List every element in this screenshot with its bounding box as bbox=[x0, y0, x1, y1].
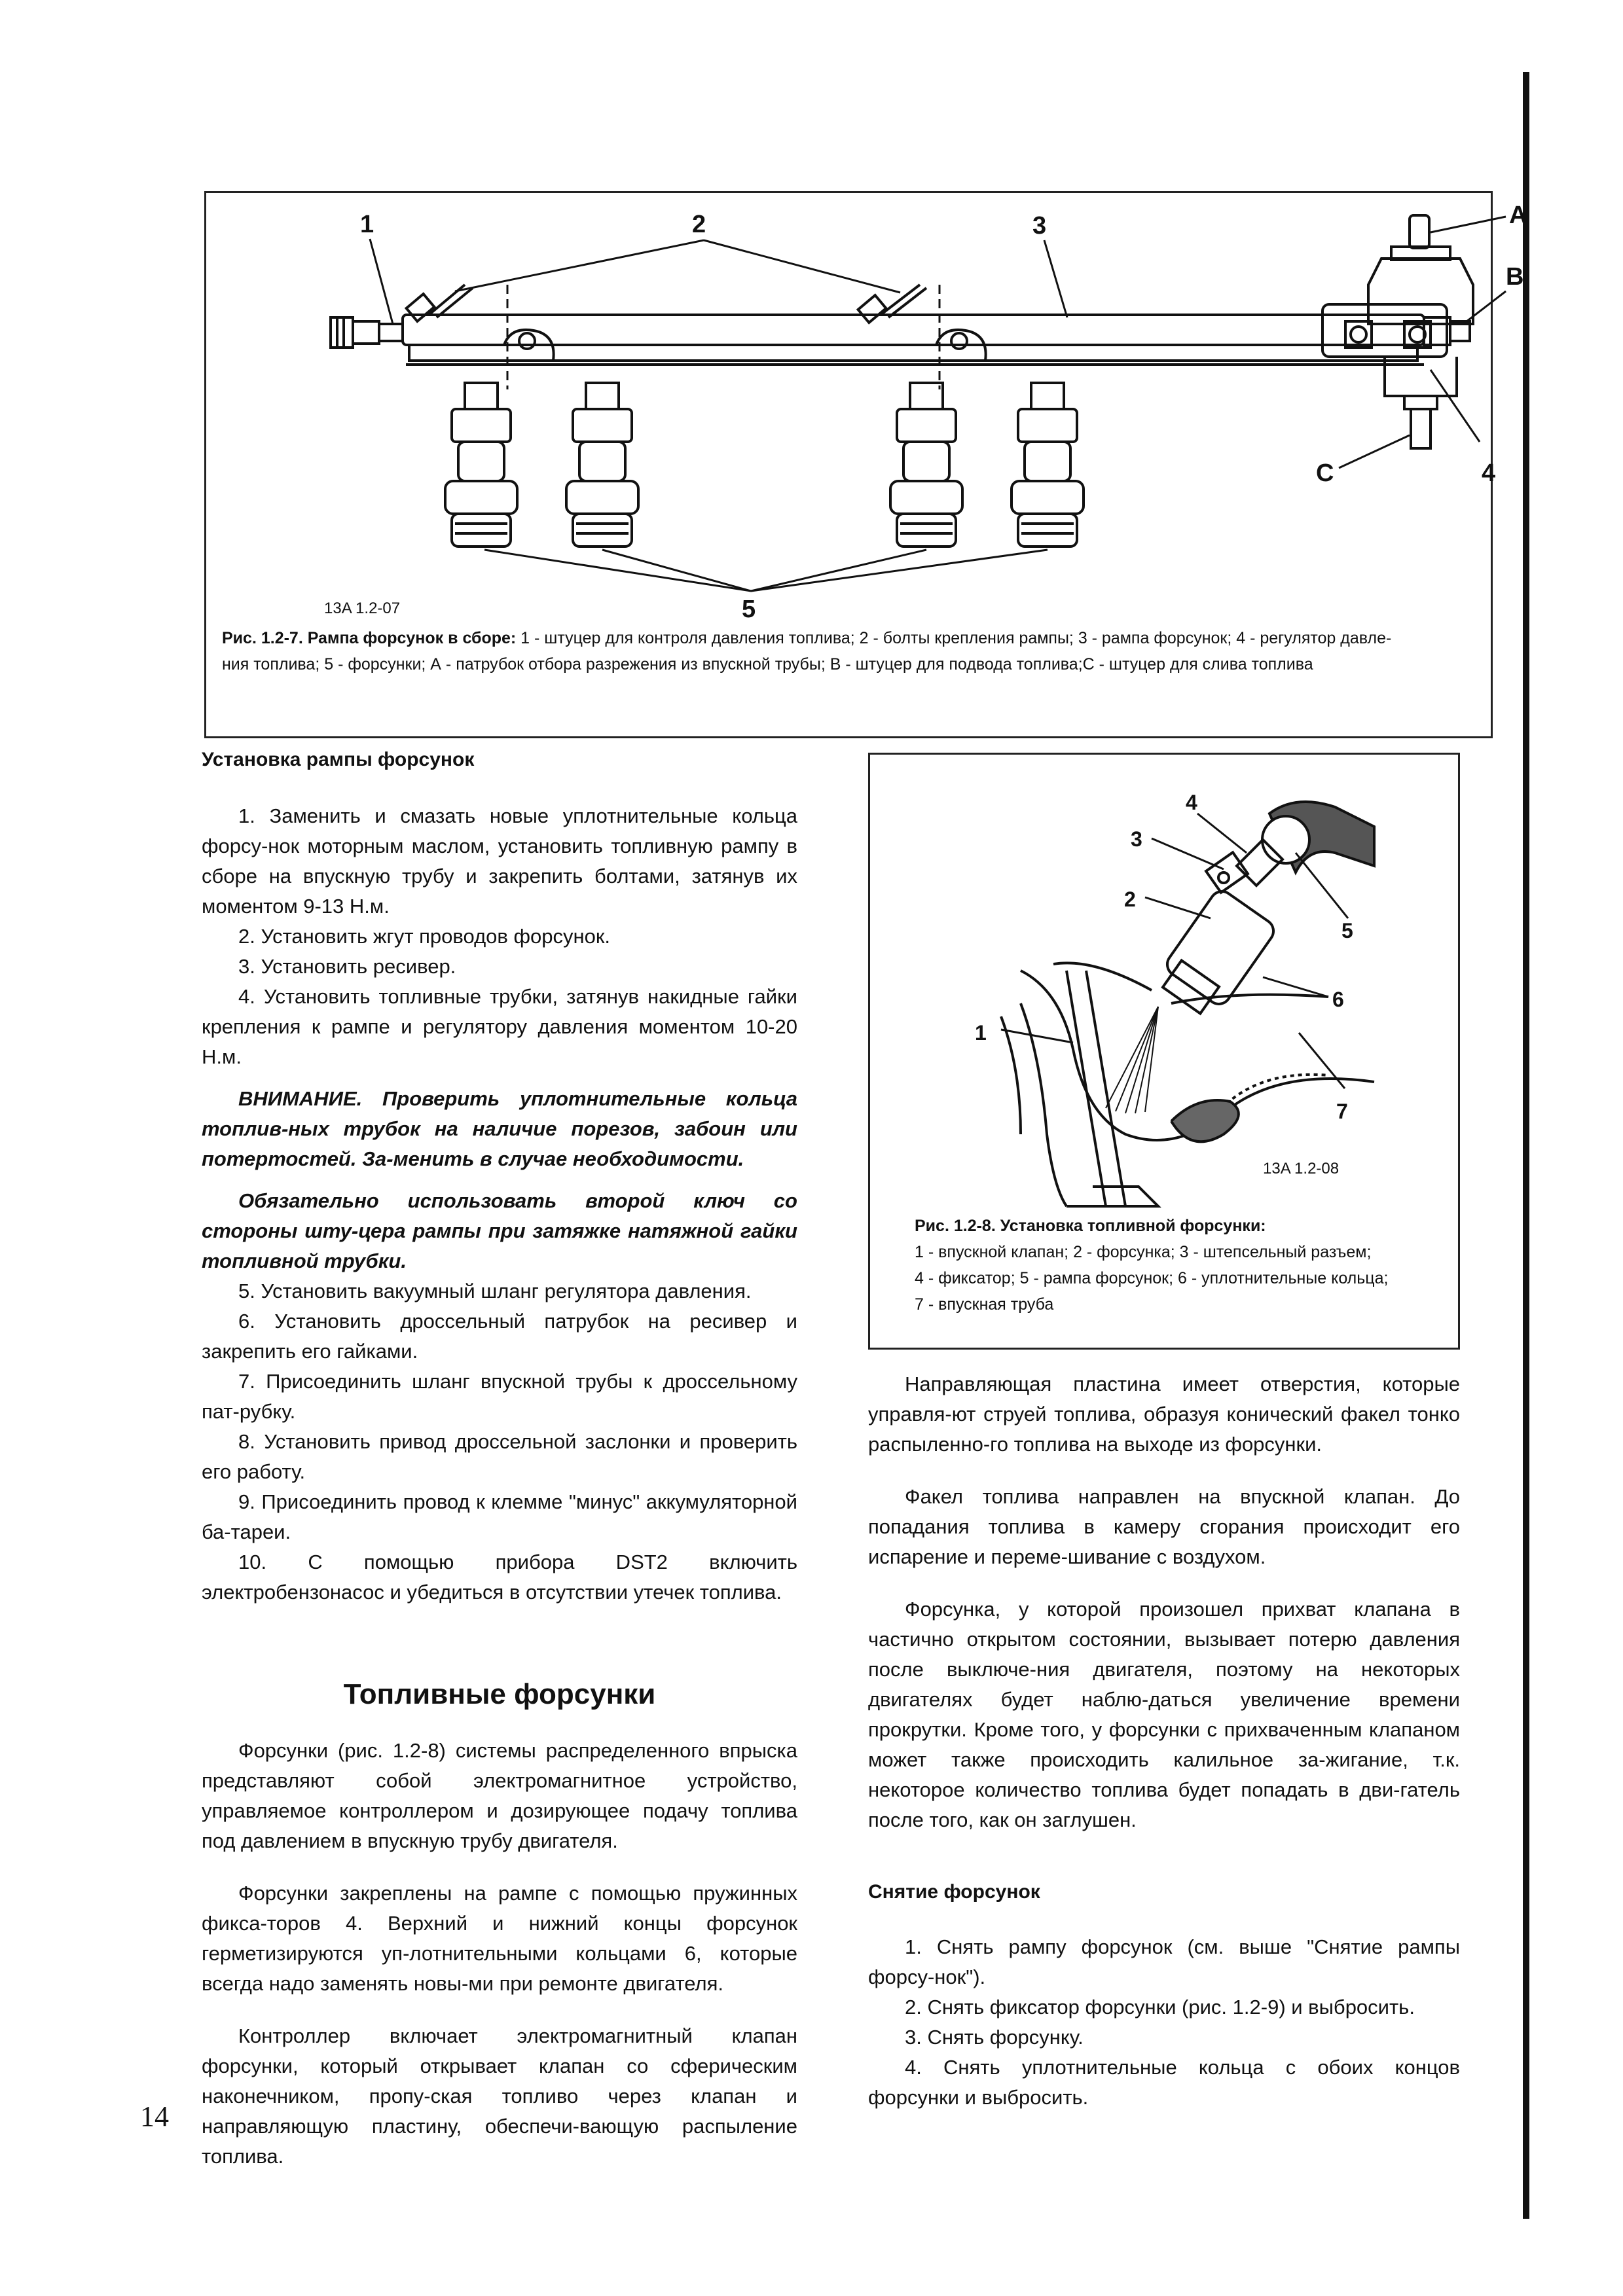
fig2-caption-line2: 4 - фиксатор; 5 - рампа форсунок; 6 - уплотнительные кольца; bbox=[915, 1269, 1389, 1287]
fig1-code: 13A 1.2-07 bbox=[324, 600, 401, 617]
remove-step-1: 1. Снять рампу форсунок (см. выше "Снятие рампы форсу-нок"). bbox=[868, 1935, 1460, 1988]
fig1-label-C: C bbox=[1316, 459, 1334, 487]
right-paragraph-1: Направляющая пластина имеет отверстия, которые управля-ют струей топлива, образуя конический факел тонко распыленно-го топлива на выходе из форсунки. bbox=[868, 1372, 1460, 1456]
fig2-caption-title: Рис. 1.2-8. Установка топливной форсунки: bbox=[915, 1217, 1266, 1235]
remove-step-4: 4. Снять уплотнительные кольца с обоих концов форсунки и выбросить. bbox=[868, 2056, 1460, 2109]
fig1-caption-line2: ния топлива; 5 - форсунки; А - патрубок отбора разрежения из впускной трубы; В - штуцер для подвода топлива;С - штуцер для слива топлива bbox=[222, 655, 1313, 673]
left-column bbox=[202, 745, 797, 2172]
figure-1-frame bbox=[204, 191, 1527, 738]
fig1-label-5: 5 bbox=[742, 596, 756, 623]
injector-install-diagram bbox=[870, 755, 1458, 1213]
heading-install-rail: Установка рампы форсунок bbox=[202, 749, 475, 770]
fig2-label-4: 4 bbox=[1186, 791, 1197, 814]
left-paragraph-3: Контроллер включает электромагнитный клапан форсунки, который открывает клапан со сферическим наконечником, пропу-ская топливо через клапан и направляющую пластину, обеспечи-вающую распыление топлива. bbox=[202, 2024, 797, 2168]
step-3: 3. Установить ресивер. bbox=[238, 955, 456, 978]
step-2: 2. Установить жгут проводов форсунок. bbox=[238, 925, 611, 948]
fig2-label-2: 2 bbox=[1124, 888, 1136, 911]
left-paragraph-2: Форсунки закреплены на рампе с помощью пружинных фикса-торов 4. Верхний и нижний концы форсунок герметизируются уп-лотнительными кольцами 6, которые всегда надо заменять новы-ми при ремонте двигателя. bbox=[202, 1882, 797, 1995]
step-8: 8. Установить привод дроссельной заслонки и проверить его работу. bbox=[202, 1430, 797, 1483]
figure-1-caption bbox=[222, 625, 1479, 677]
step-9: 9. Присоединить провод к клемме "минус" аккумуляторной ба-тареи. bbox=[202, 1490, 797, 1543]
fig1-label-1: 1 bbox=[360, 211, 374, 238]
fuel-rail-diagram bbox=[206, 193, 1527, 651]
right-paragraph-2: Факел топлива направлен на впускной клапан. До попадания топлива в камеру сгорания происходит его испарение и переме-шивание с воздухом. bbox=[868, 1485, 1460, 1568]
figure-2-caption bbox=[915, 1213, 1451, 1318]
step-5: 5. Установить вакуумный шланг регулятора давления. bbox=[238, 1280, 752, 1302]
heading-remove-injectors: Снятие форсунок bbox=[868, 1881, 1040, 1903]
remove-step-2: 2. Снять фиксатор форсунки (рис. 1.2-9) и выбросить. bbox=[905, 1996, 1415, 2018]
fig2-label-3: 3 bbox=[1131, 827, 1142, 851]
step-4: 4. Установить топливные трубки, затянув накидные гайки крепления к рампе и регулятору давления моментом 10-20 Н.м. bbox=[202, 985, 797, 1068]
remove-step-3: 3. Снять форсунку. bbox=[905, 2026, 1084, 2049]
fig2-label-7: 7 bbox=[1336, 1100, 1348, 1123]
section-title-injectors: Топливные форсунки bbox=[343, 1678, 656, 1710]
page-edge-bar bbox=[1523, 72, 1529, 2219]
figure-2-frame bbox=[868, 753, 1460, 1350]
right-paragraph-3: Форсунка, у которой произошел прихват клапана в частично открытом состоянии, вызывает потерю давления после выключе-ния двигателя, поэтому на некоторых двигателях будет наблю-даться увеличение времени прокрутки. Кроме того, у форсунки с прихваченным клапаном может также происходить калильное за-жигание, т.к. некоторое количество топлива будет попадать в дви-гатель после того, как он заглушен. bbox=[868, 1598, 1460, 1831]
injector-4 bbox=[1012, 383, 1084, 547]
fig1-label-4: 4 bbox=[1482, 459, 1496, 487]
fig2-caption-line1: 1 - впускной клапан; 2 - форсунка; 3 - штепсельный разъем; bbox=[915, 1243, 1372, 1261]
fig2-label-1: 1 bbox=[975, 1021, 987, 1045]
warning-2: Обязательно использовать второй ключ со стороны шту-цера рампы при затяжке натяжной гайки топливной трубки. bbox=[202, 1189, 797, 1272]
warning-1: ВНИМАНИЕ. Проверить уплотнительные кольца топлив-ных трубок на наличие порезов, забоин или потертостей. За-менить в случае необходимости. bbox=[202, 1087, 797, 1170]
right-column bbox=[868, 1369, 1460, 2113]
fig1-caption-title: Рис. 1.2-7. Рампа форсунок в сборе: bbox=[222, 629, 517, 647]
fig1-label-A: A bbox=[1509, 202, 1527, 229]
fig1-label-B: B bbox=[1506, 263, 1524, 291]
injector-3 bbox=[890, 383, 962, 547]
page-number: 14 bbox=[140, 2100, 169, 2132]
fig1-caption-line1: 1 - штуцер для контроля давления топлива; 2 - болты крепления рампы; 3 - рампа форсунок; 4 - регулятор давле- bbox=[516, 629, 1392, 647]
injector-1 bbox=[445, 383, 517, 547]
step-1: 1. Заменить и смазать новые уплотнительные кольца форсу-нок моторным маслом, установить топливную рампу в сборе на впускную трубу и закрепить болтами, затянув их моментом 9-13 Н.м. bbox=[202, 804, 797, 918]
fig1-label-3: 3 bbox=[1032, 212, 1047, 240]
fig1-label-2: 2 bbox=[692, 211, 706, 238]
step-10: 10. С помощью прибора DST2 включить электробензонасос и убедиться в отсутствии утечек топлива. bbox=[202, 1551, 797, 1604]
fig2-caption-line3: 7 - впускная труба bbox=[915, 1295, 1054, 1314]
fig2-label-5: 5 bbox=[1341, 919, 1353, 942]
left-paragraph-1: Форсунки (рис. 1.2-8) системы распределенного впрыска представляют собой электромагнитное устройство, управляемое контроллером и дозирующее подачу топлива под давлением в впускную трубу двигателя. bbox=[202, 1739, 797, 1852]
injector-2 bbox=[566, 383, 638, 547]
fig2-label-6: 6 bbox=[1332, 988, 1344, 1011]
fig2-code: 13A 1.2-08 bbox=[1263, 1160, 1340, 1177]
step-7: 7. Присоединить шланг впускной трубы к дроссельному пат-рубку. bbox=[202, 1370, 797, 1423]
step-6: 6. Установить дроссельный патрубок на ресивер и закрепить его гайками. bbox=[202, 1310, 797, 1363]
